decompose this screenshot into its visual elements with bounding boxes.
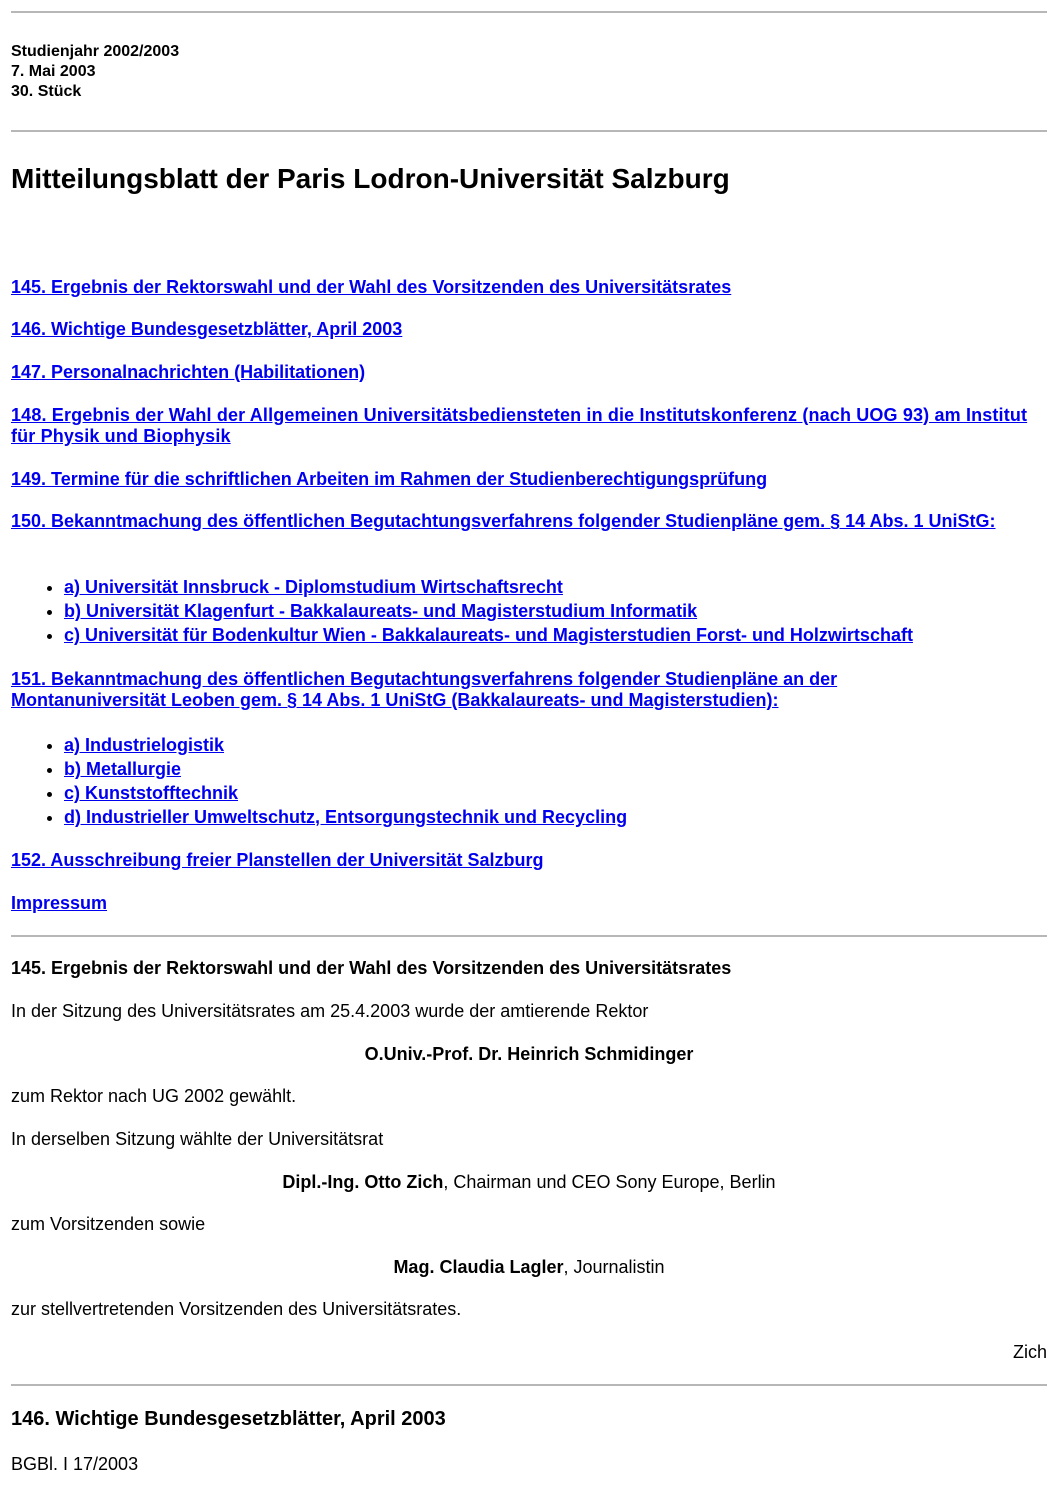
toc-link-151d[interactable]: d) Industrieller Umweltschutz, Entsorgungstechnik und Recycling bbox=[64, 807, 628, 827]
list-item bbox=[64, 575, 1047, 599]
list-item bbox=[64, 623, 1047, 647]
divider-after-145 bbox=[11, 1384, 1047, 1386]
list-item bbox=[64, 733, 1047, 757]
toc-link-impressum[interactable]: Impressum bbox=[11, 893, 108, 913]
toc-link-151[interactable]: 151. Bekanntmachung des öffentlichen Begutachtungsverfahrens folgender Studienpläne an der Montanuniversität Leoben gem. § 14 Abs. 1 UniStG (Bakkalaureats- und Magisterstudien): bbox=[11, 669, 838, 710]
divider-top bbox=[11, 11, 1047, 13]
toc-link-152[interactable]: 152. Ausschreibung freier Planstellen der Universität Salzburg bbox=[11, 850, 544, 870]
toc-link-150c[interactable]: c) Universität für Bodenkultur Wien - Bakkalaureats- und Magisterstudien Forst- und Holzwirtschaft bbox=[64, 625, 913, 645]
section-145-para-3: In derselben Sitzung wählte der Universitätsrat bbox=[11, 1129, 384, 1149]
chair-name: Dipl.-Ing. Otto Zich bbox=[282, 1172, 444, 1192]
toc-link-145[interactable]: 145. Ergebnis der Rektorswahl und der Wahl des Vorsitzenden des Universitätsrates bbox=[11, 277, 732, 297]
section-146-first-line: BGBl. I 17/2003 bbox=[11, 1454, 139, 1474]
toc-link-147[interactable]: 147. Personalnachrichten (Habilitationen) bbox=[11, 362, 366, 382]
chair-line bbox=[11, 1172, 1047, 1193]
issue-date: 7. Mai 2003 bbox=[11, 63, 96, 80]
toc-151-sublist bbox=[11, 733, 1047, 829]
toc-link-150a[interactable]: a) Universität Innsbruck - Diplomstudium Wirtschaftsrecht bbox=[64, 577, 563, 597]
toc-link-146[interactable]: 146. Wichtige Bundesgesetzblätter, April 2003 bbox=[11, 319, 403, 339]
list-item bbox=[64, 599, 1047, 623]
chair-role: , Chairman und CEO Sony Europe, Berlin bbox=[443, 1172, 776, 1192]
section-145-para-4: zum Vorsitzenden sowie bbox=[11, 1214, 206, 1234]
section-145-para-2: zum Rektor nach UG 2002 gewählt. bbox=[11, 1086, 297, 1106]
divider-after-toc bbox=[11, 935, 1047, 937]
toc-link-150b[interactable]: b) Universität Klagenfurt - Bakkalaureats- und Magisterstudium Informatik bbox=[64, 601, 698, 621]
section-145-para-5: zur stellvertretenden Vorsitzenden des Universitätsrates. bbox=[11, 1299, 462, 1319]
rector-name: O.Univ.-Prof. Dr. Heinrich Schmidinger bbox=[364, 1044, 694, 1064]
list-item bbox=[64, 781, 1047, 805]
deputy-line bbox=[11, 1257, 1047, 1278]
issue-number: 30. Stück bbox=[11, 83, 82, 100]
study-year: Studienjahr 2002/2003 bbox=[11, 43, 180, 60]
toc-link-148[interactable]: 148. Ergebnis der Wahl der Allgemeinen Universitätsbediensteten in die Institutskonferenz (nach UOG 93) am Institut für Physik und Biophysik bbox=[11, 405, 1028, 446]
section-145-heading: 145. Ergebnis der Rektorswahl und der Wahl des Vorsitzenden des Universitätsrates bbox=[11, 958, 732, 978]
toc-150-sublist bbox=[11, 575, 1047, 647]
signature: Zich bbox=[1012, 1342, 1047, 1362]
list-item bbox=[64, 805, 1047, 829]
toc-link-149[interactable]: 149. Termine für die schriftlichen Arbeiten im Rahmen der Studienberechtigungsprüfung bbox=[11, 469, 768, 489]
divider-after-meta bbox=[11, 130, 1047, 132]
issue-meta bbox=[11, 42, 1047, 102]
list-item bbox=[64, 757, 1047, 781]
toc-link-151b[interactable]: b) Metallurgie bbox=[64, 759, 182, 779]
toc-link-150[interactable]: 150. Bekanntmachung des öffentlichen Begutachtungsverfahrens folgender Studienpläne gem. § 14 Abs. 1 UniStG: bbox=[11, 511, 996, 531]
section-146-heading: 146. Wichtige Bundesgesetzblätter, April 2003 bbox=[11, 1408, 446, 1430]
page-title: Mitteilungsblatt der Paris Lodron-Universität Salzburg bbox=[11, 163, 730, 194]
toc-link-151c[interactable]: c) Kunststofftechnik bbox=[64, 783, 239, 803]
deputy-name: Mag. Claudia Lagler bbox=[393, 1257, 564, 1277]
deputy-role: , Journalistin bbox=[563, 1257, 665, 1277]
section-145-para-1: In der Sitzung des Universitätsrates am 25.4.2003 wurde der amtierende Rektor bbox=[11, 1001, 649, 1021]
toc-link-151a[interactable]: a) Industrielogistik bbox=[64, 735, 225, 755]
